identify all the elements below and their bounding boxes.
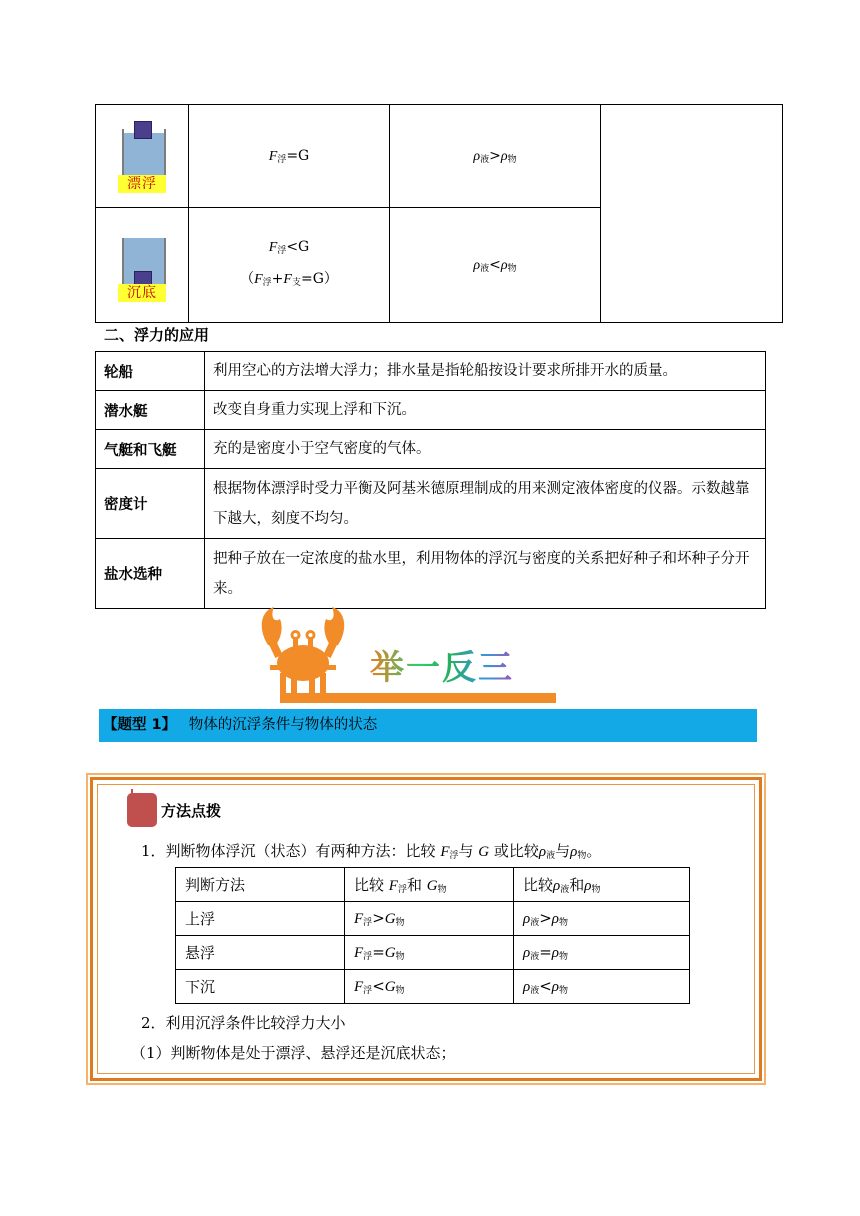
method-point-2: 2．利用沉浮条件比较浮力大小 [141,1014,346,1032]
table-row: 盐水选种 把种子放在一定浓度的盐水里，利用物体的浮沉与密度的关系把好种子和坏种子分开来。 [96,539,766,609]
method-point-3: （1）判断物体是处于漂浮、悬浮还是沉底状态； [131,1044,456,1062]
section-title: 二、浮力的应用 [104,326,210,344]
beaker-float-icon [116,119,168,193]
table-row: 悬浮 $F_浮=G_物$ $\rho_液=\rho_物$ [176,936,690,970]
question-type-bar [99,709,757,742]
crab-icon [258,605,348,700]
empty-cell [601,105,783,323]
state-label: 漂浮 [118,175,166,193]
sink-diagram-cell [96,208,189,323]
table-row: 气艇和飞艇 充的是密度小于空气密度的气体。 [96,430,766,469]
table-row: 上浮 $F_浮>G_物$ $\rho_液>\rho_物$ [176,902,690,936]
question-type-label: 【题型 1】 [103,717,177,733]
banner-bar [280,693,556,703]
force-condition: $F_浮<G$ $(F_浮+F_支=G)$ [189,208,390,323]
table-row: 轮船 利用空心的方法增大浮力；排水量是指轮船按设计要求所排开水的质量。 [96,352,766,391]
question-type-title: 物体的沉浮条件与物体的状态 [188,717,378,733]
method-box [90,777,762,1081]
table-row: 下沉 $F_浮<G_物$ $\rho_液<\rho_物$ [176,970,690,1004]
applications-table [95,351,766,609]
table-row: 密度计 根据物体漂浮时受力平衡及阿基米德原理制成的用来测定液体密度的仪器。示数越靠下越大，刻度不均匀。 [96,469,766,539]
density-condition: $\rho_液>\rho_物$ [390,105,601,208]
state-label: 沉底 [118,284,166,302]
force-condition: $F_浮=G$ [189,105,390,208]
bookmark-icon [127,793,157,827]
judge-method-table [175,867,690,1004]
method-title: 方法点拨 [161,802,222,820]
method-point-1: 1．判断物体浮沉（状态）有两种方法：比较 $F_浮$与 G 或比较$\rho_液$与$\rho_物$。 [141,842,602,861]
table-row: 潜水艇 改变自身重力实现上浮和下沉。 [96,391,766,430]
float-diagram-cell [96,105,189,208]
density-condition: $\rho_液<\rho_物$ [390,208,601,323]
banner-title: 举一反三 [370,640,514,689]
beaker-sink-icon [116,228,168,302]
float-state-table [95,104,783,323]
table-header-row: 判断方法 比较 $F_浮$和 $G_物$ 比较$\rho_液$和$\rho_物$ [176,868,690,902]
